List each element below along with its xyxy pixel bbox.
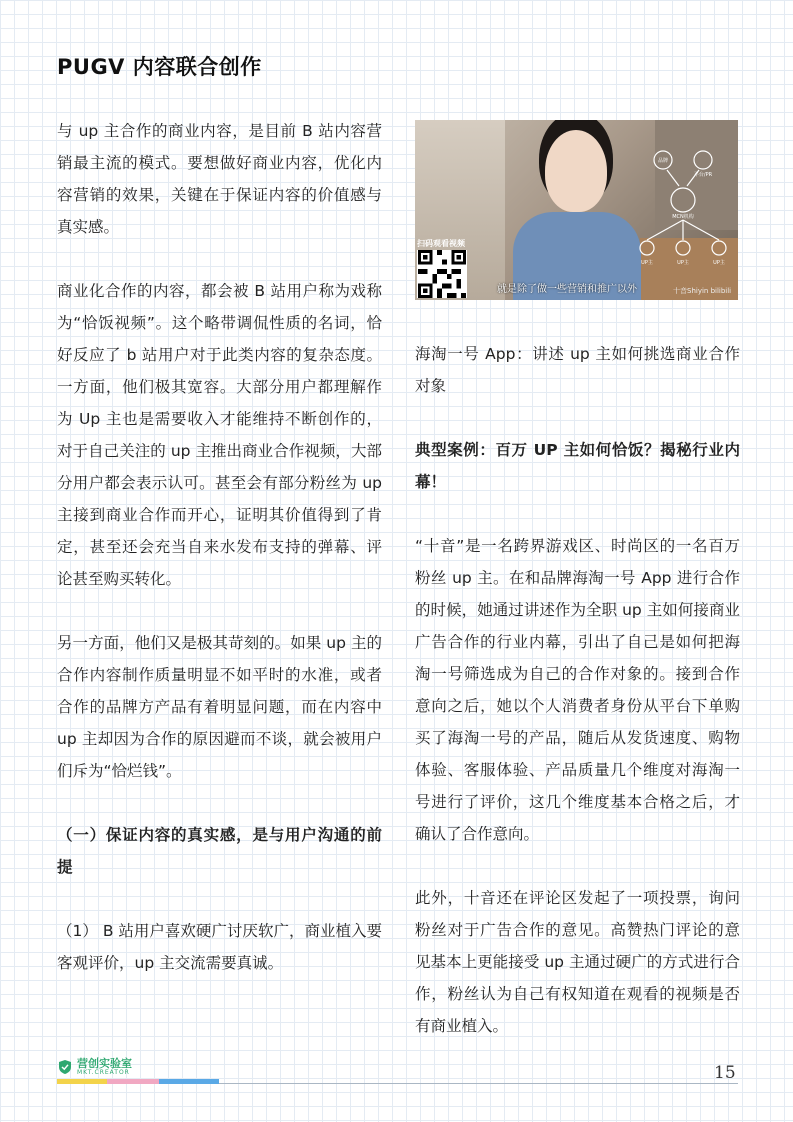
mcn-diagram bbox=[633, 148, 733, 278]
left-paragraph-2: 商业化合作的内容，都会被 B 站用户称为戏称为“恰饭视频”。这个略带调侃性质的名词，恰好反应了 b 站用户对于此类内容的复杂态度。一方面，他们极其宽容。大部分用户都理解作为 Up 主也是需要收入才能维持不断创作的，对于自己关注的 up 主推出商业合作视频，大部分用户都会表示认可。甚至会有部分粉丝为 up 主接到商业合作而开心，证明其价值得到了肯定，甚至还会充当自来水发布支持的弹幕、评论甚至购买转化。 bbox=[57, 282, 382, 588]
qr-code-icon[interactable] bbox=[417, 250, 467, 298]
footer-bar-pink bbox=[107, 1079, 159, 1084]
left-paragraph-4: （1） B 站用户喜欢硬广讨厌软广，商业植入要客观评价，up 主交流需要真诚。 bbox=[57, 922, 382, 972]
footer-divider bbox=[219, 1083, 738, 1084]
footer-bar-yellow bbox=[57, 1079, 107, 1084]
left-paragraph-1: 与 up 主合作的商业内容，是目前 B 站内容营销最主流的模式。要想做好商业内容，优化内容营销的效果，关键在于保证内容的价值感与真实感。 bbox=[57, 122, 382, 236]
footer-bar-blue bbox=[159, 1079, 219, 1084]
logo-text: 营创实验室 bbox=[77, 1057, 132, 1070]
shield-icon bbox=[57, 1059, 73, 1075]
left-paragraph-3: 另一方面，他们又是极其苛刻的。如果 up 主的合作内容制作质量明显不如平时的水准，或者合作的品牌方产品有着明显问题，而在内容中 up 主却因为合作的原因避而不谈，就会被用户们斥为“恰烂钱”。 bbox=[57, 634, 382, 780]
section-heading: （一）保证内容的真实感，是与用户沟通的前提 bbox=[57, 826, 382, 876]
video-thumbnail[interactable] bbox=[415, 120, 738, 300]
video-subtitle: 就是除了做一些营销和推广以外 bbox=[497, 284, 637, 295]
diagram-label-mcn: MCN机构 bbox=[672, 214, 694, 220]
left-column bbox=[57, 115, 382, 1011]
mcn-diagram-graphic bbox=[633, 148, 733, 278]
page-number: 15 bbox=[714, 1063, 736, 1083]
page-title: PUGV 内容联合创作 bbox=[57, 55, 262, 79]
logo-subtext: MKT.CREATOR bbox=[77, 1069, 130, 1076]
right-paragraph-2: 此外，十音还在评论区发起了一项投票，询问粉丝对于广告合作的意见。高赞热门评论的意见基本上更能接受 up 主通过硬广的方式进行合作，粉丝认为自己有权知道在观看的视频是否有商业植入。 bbox=[415, 889, 740, 1035]
video-caption: 海淘一号 App：讲述 up 主如何挑选商业合作对象 bbox=[415, 345, 740, 395]
diagram-label-brand: 品牌 bbox=[657, 158, 669, 164]
diagram-label-platform: 平台/PR bbox=[693, 172, 713, 178]
right-paragraph-1: “十音”是一名跨界游戏区、时尚区的一名百万粉丝 up 主。在和品牌海淘一号 App 进行合作的时候，她通过讲述作为全职 up 主如何接商业广告合作的行业内幕，引出了自己是如何把海淘一号筛选成为自己的合作对象的。接到合作意向之后，她以个人消费者身份从平台下单购买了海淘一号的产品，随后从发货速度、购物体验、客服体验、产品质量几个维度对海淘一号进行了评价，这几个维度基本合格之后，才确认了合作意向。 bbox=[415, 537, 740, 843]
video-watermark: 十音Shiyin bilibili bbox=[673, 287, 732, 295]
diagram-label-up-2: UP主 bbox=[677, 260, 689, 266]
case-heading: 典型案例：百万 UP 主如何恰饭？揭秘行业内幕！ bbox=[415, 441, 740, 491]
diagram-label-up-1: UP主 bbox=[641, 260, 653, 266]
qr-code-graphic bbox=[417, 250, 467, 298]
qr-label: 扫码观看视频 bbox=[417, 239, 465, 248]
right-column bbox=[415, 338, 740, 1074]
presenter-head bbox=[545, 130, 607, 212]
brand-logo bbox=[57, 1058, 132, 1076]
diagram-label-up-3: UP主 bbox=[713, 260, 725, 266]
